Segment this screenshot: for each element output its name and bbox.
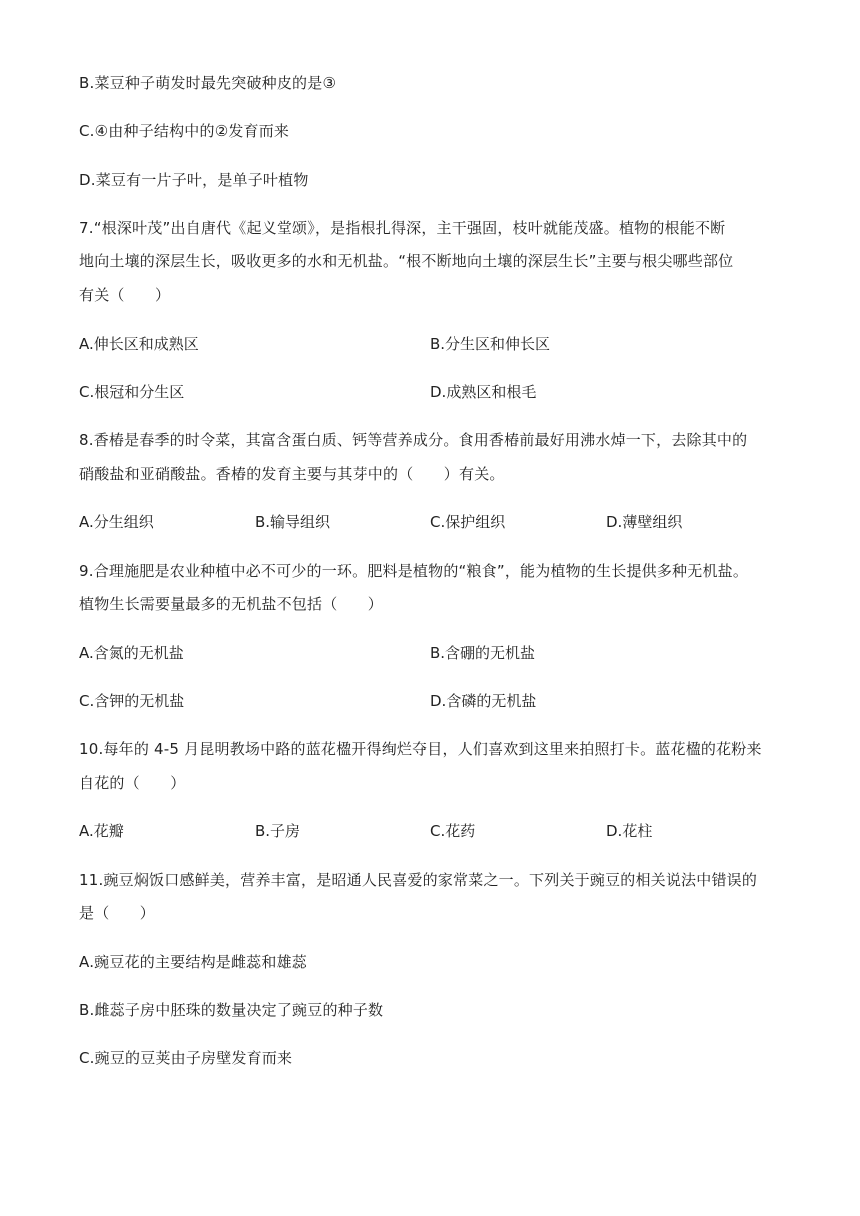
q10-option-b: B.子房	[255, 822, 301, 840]
q9-stem-line-2: 植物生长需要量最多的无机盐不包括（ ）	[79, 595, 384, 613]
q6-option-b: B.菜豆种子萌发时最先突破种皮的是③	[79, 74, 337, 92]
q7-option-a: A.伸长区和成熟区	[79, 335, 199, 353]
q10-option-c: C.花药	[430, 822, 476, 840]
q8-stem-line-1: 8.香椿是春季的时令菜，其富含蛋白质、钙等营养成分。食用香椿前最好用沸水焯一下，去除其中的	[79, 431, 748, 449]
q8-option-a: A.分生组织	[79, 513, 154, 531]
q7-option-b: B.分生区和伸长区	[430, 335, 551, 353]
q8-option-c: C.保护组织	[430, 513, 506, 531]
q7-stem-line-3: 有关（ ）	[79, 286, 171, 304]
q11-option-a: A.豌豆花的主要结构是雌蕊和雄蕊	[79, 953, 307, 971]
q8-option-d: D.薄壁组织	[606, 513, 683, 531]
q6-option-d: D.菜豆有一片子叶，是单子叶植物	[79, 171, 309, 189]
q10-stem-line-1: 10.每年的 4-5 月昆明教场中路的蓝花楹开得绚烂夺目，人们喜欢到这里来拍照打卡。蓝花楹的花粉来	[79, 740, 762, 758]
q7-stem-line-2: 地向土壤的深层生长，吸收更多的水和无机盐。“根不断地向土壤的深层生长”主要与根尖哪些部位	[79, 252, 734, 270]
q9-option-c: C.含钾的无机盐	[79, 692, 185, 710]
q10-stem-line-2: 自花的（ ）	[79, 774, 186, 792]
q9-option-d: D.含磷的无机盐	[430, 692, 537, 710]
q8-option-b: B.输导组织	[255, 513, 331, 531]
q10-option-a: A.花瓣	[79, 822, 124, 840]
q9-stem-line-1: 9.合理施肥是农业种植中必不可少的一环。肥料是植物的“粮食”，能为植物的生长提供多种无机盐。	[79, 562, 749, 580]
q10-option-d: D.花柱	[606, 822, 653, 840]
q6-option-c: C.④由种子结构中的②发育而来	[79, 122, 290, 140]
q11-stem-line-1: 11.豌豆焖饭口感鲜美，营养丰富，是昭通人民喜爱的家常菜之一。下列关于豌豆的相关说法中错误的	[79, 871, 758, 889]
q9-option-a: A.含氮的无机盐	[79, 644, 184, 662]
q8-stem-line-2: 硝酸盐和亚硝酸盐。香椿的发育主要与其芽中的（ ）有关。	[79, 465, 505, 483]
q11-stem-line-2: 是（ ）	[79, 904, 156, 922]
q7-option-c: C.根冠和分生区	[79, 383, 185, 401]
q7-stem-line-1: 7.“根深叶茂”出自唐代《起义堂颂》，是指根扎得深，主干强固，枝叶就能茂盛。植物的根能不断	[79, 219, 726, 237]
q11-option-c: C.豌豆的豆荚由子房壁发育而来	[79, 1049, 293, 1067]
q7-option-d: D.成熟区和根毛	[430, 383, 537, 401]
q11-option-b: B.雌蕊子房中胚珠的数量决定了豌豆的种子数	[79, 1001, 384, 1019]
q9-option-b: B.含硼的无机盐	[430, 644, 536, 662]
